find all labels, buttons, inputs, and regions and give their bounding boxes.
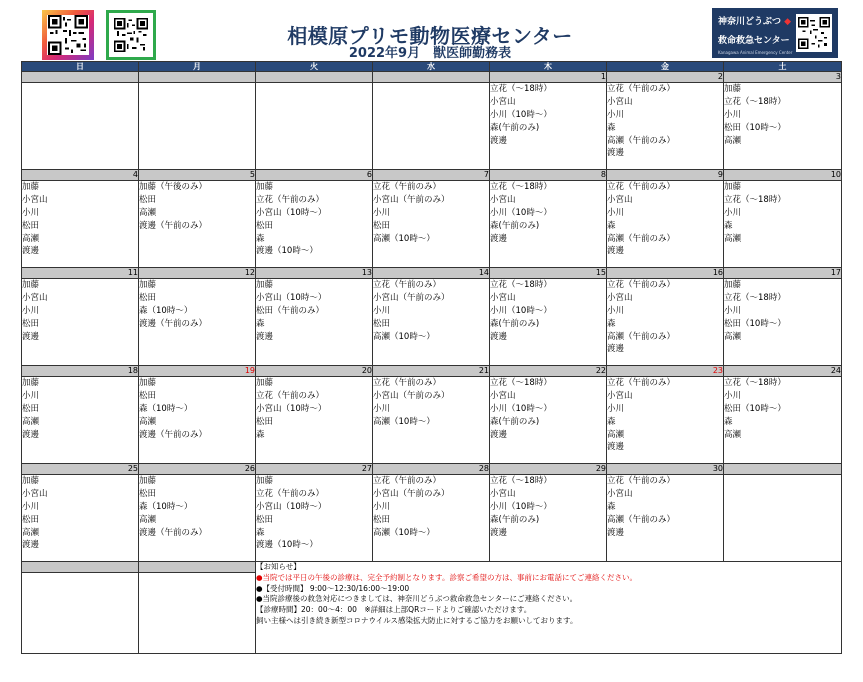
staff-entry: 加藤 bbox=[22, 182, 40, 192]
staff-row bbox=[22, 181, 842, 268]
staff-entry: 渡邊 bbox=[490, 331, 508, 342]
staff-entry: 小川 bbox=[724, 207, 742, 218]
staff-entry: 松田 bbox=[22, 514, 40, 525]
date-number-saturday: 3 bbox=[724, 72, 842, 83]
staff-entry: 加藤 bbox=[256, 182, 274, 192]
staff-entry: 高瀬 bbox=[22, 527, 40, 538]
staff-entry: 小宮山（10時～） bbox=[256, 403, 327, 414]
staff-entry: 小宮山（10時～） bbox=[256, 292, 327, 303]
date-number-tuesday: 6 bbox=[256, 170, 373, 181]
notice-header-row bbox=[22, 562, 842, 573]
date-number-sunday: 11 bbox=[22, 268, 139, 279]
day-cell bbox=[256, 475, 373, 562]
notice-box bbox=[256, 562, 842, 654]
date-number-friday: 9 bbox=[607, 170, 724, 181]
instagram-qr-code[interactable] bbox=[42, 10, 94, 60]
staff-entry: 小宮山 bbox=[22, 292, 48, 303]
day-cell bbox=[22, 377, 139, 464]
day-cell bbox=[490, 377, 607, 464]
staff-row bbox=[22, 475, 842, 562]
staff-entry: 松田（10時～） bbox=[724, 318, 786, 329]
page-subtitle: 2022年9月 獣医師勤務表 bbox=[348, 46, 512, 61]
staff-entry: 立花（午前のみ） bbox=[256, 390, 325, 401]
notice-spacer bbox=[22, 562, 139, 573]
date-number-thursday: 15 bbox=[490, 268, 607, 279]
staff-entry: 立花（～18時） bbox=[724, 378, 786, 388]
staff-entry: 森（10時～） bbox=[139, 305, 193, 316]
date-number-tuesday bbox=[256, 72, 373, 83]
day-cell bbox=[724, 475, 842, 562]
day-cell bbox=[373, 279, 490, 366]
date-number-sunday: 25 bbox=[22, 464, 139, 475]
staff-entry: 松田 bbox=[373, 514, 391, 525]
staff-entry: 小川（10時～） bbox=[490, 403, 552, 414]
notice-spacer bbox=[22, 573, 139, 654]
day-cell bbox=[22, 181, 139, 268]
staff-entry: 森 bbox=[607, 318, 616, 329]
staff-entry: 立花（～18時） bbox=[490, 182, 552, 192]
staff-entry: 小川 bbox=[22, 390, 40, 401]
day-cell bbox=[607, 181, 724, 268]
staff-entry: 立花（午前のみ） bbox=[607, 280, 676, 290]
date-number-row bbox=[22, 170, 842, 181]
staff-entry: 森 bbox=[724, 416, 733, 427]
staff-entry: 森(午前のみ) bbox=[490, 122, 540, 133]
staff-entry: 松田 bbox=[22, 220, 40, 231]
day-cell bbox=[373, 475, 490, 562]
date-number-sunday: 18 bbox=[22, 366, 139, 377]
date-number-tuesday: 27 bbox=[256, 464, 373, 475]
staff-entry: 高瀬 bbox=[724, 429, 742, 440]
staff-row bbox=[22, 279, 842, 366]
staff-row bbox=[22, 83, 842, 170]
staff-entry: 立花（～18時） bbox=[490, 280, 552, 290]
weekday-wednesday: 水 bbox=[373, 62, 490, 72]
date-number-thursday: 29 bbox=[490, 464, 607, 475]
staff-entry: 松田 bbox=[139, 194, 157, 205]
day-cell bbox=[373, 83, 490, 170]
staff-entry: 高瀬 bbox=[22, 233, 40, 244]
notice-reservation-line: ●当院では平日の午後の診療は、完全予約制となります。診察ご希望の方は、事前にお電話にてご連絡ください。 bbox=[256, 572, 637, 582]
staff-entry: 渡邊（10時～） bbox=[256, 540, 318, 551]
staff-entry: 松田 bbox=[22, 318, 40, 329]
staff-entry: 立花（～18時） bbox=[724, 292, 786, 303]
day-cell bbox=[607, 279, 724, 366]
weekday-header-row bbox=[22, 62, 842, 72]
staff-entry: 渡邊 bbox=[22, 429, 40, 440]
date-number-wednesday bbox=[373, 72, 490, 83]
date-number-friday: 16 bbox=[607, 268, 724, 279]
staff-entry: 渡邊 bbox=[607, 148, 625, 159]
staff-entry: 立花（午前のみ） bbox=[607, 378, 676, 388]
staff-entry: 立花（午前のみ） bbox=[607, 476, 676, 486]
staff-entry: 高瀬（午前のみ） bbox=[607, 514, 676, 525]
staff-entry: 森 bbox=[607, 501, 616, 512]
staff-entry: 小宮山（10時～） bbox=[256, 207, 327, 218]
date-number-thursday: 22 bbox=[490, 366, 607, 377]
staff-entry: 小宮山 bbox=[490, 194, 516, 205]
qr-code-icon bbox=[47, 15, 89, 55]
day-cell bbox=[724, 279, 842, 366]
line-qr-code[interactable] bbox=[106, 10, 156, 60]
staff-entry: 森（10時～） bbox=[139, 501, 193, 512]
staff-entry: 高瀬 bbox=[139, 416, 157, 427]
staff-entry: 小川 bbox=[373, 207, 391, 218]
weekday-monday: 月 bbox=[139, 62, 256, 72]
day-cell bbox=[139, 377, 256, 464]
day-cell bbox=[490, 475, 607, 562]
staff-entry: 加藤 bbox=[256, 378, 274, 388]
staff-entry: 松田（10時～） bbox=[724, 122, 786, 133]
staff-entry: 小宮山 bbox=[607, 488, 633, 499]
date-number-friday: 23 bbox=[607, 366, 724, 377]
staff-entry: 高瀬 bbox=[139, 207, 157, 218]
weekday-sunday: 日 bbox=[22, 62, 139, 72]
staff-entry: 松田 bbox=[256, 514, 274, 525]
staff-entry: 高瀬（10時～） bbox=[373, 233, 435, 244]
staff-entry: 小宮山 bbox=[22, 488, 48, 499]
staff-entry: 小川 bbox=[22, 305, 40, 316]
notice-line: 飼い主様へは引き続き新型コロナウイルス感染拡大防止に対するご協力をお願いしております。 bbox=[256, 615, 578, 625]
day-cell bbox=[607, 377, 724, 464]
date-number-friday: 30 bbox=[607, 464, 724, 475]
staff-entry: 渡邊 bbox=[22, 540, 40, 551]
staff-entry: 渡邊（午前のみ） bbox=[139, 318, 208, 329]
staff-entry: 小宮山 bbox=[490, 488, 516, 499]
staff-entry: 小川 bbox=[607, 403, 625, 414]
staff-entry: 小川（10時～） bbox=[490, 305, 552, 316]
date-number-tuesday: 20 bbox=[256, 366, 373, 377]
staff-entry: 加藤 bbox=[724, 280, 742, 290]
staff-entry: 小川 bbox=[724, 109, 742, 120]
staff-entry: 小川 bbox=[607, 109, 625, 120]
staff-entry: 森 bbox=[607, 220, 616, 231]
date-number-wednesday: 28 bbox=[373, 464, 490, 475]
staff-entry: 松田 bbox=[256, 416, 274, 427]
staff-entry: 加藤 bbox=[22, 280, 40, 290]
staff-entry: 高瀬（10時～） bbox=[373, 331, 435, 342]
staff-entry: 小宮山 bbox=[607, 96, 633, 107]
qr-code-icon bbox=[114, 18, 148, 52]
staff-entry: 高瀬（10時～） bbox=[373, 416, 435, 427]
staff-entry: 加藤 bbox=[724, 84, 742, 94]
staff-entry: 小川 bbox=[724, 305, 742, 316]
heart-icon: ◆ bbox=[784, 17, 792, 27]
day-cell bbox=[139, 279, 256, 366]
day-cell bbox=[724, 181, 842, 268]
date-number-saturday: 24 bbox=[724, 366, 842, 377]
notice-line: 【診療時間】20：00～4：00 ※詳細は上部QRコードよりご確認いただけます。 bbox=[256, 605, 532, 615]
staff-entry: 立花（午前のみ） bbox=[256, 488, 325, 499]
weekday-thursday: 木 bbox=[490, 62, 607, 72]
staff-entry: 立花（午前のみ） bbox=[607, 84, 676, 94]
staff-entry: 小宮山 bbox=[490, 292, 516, 303]
staff-entry: 渡邊 bbox=[490, 527, 508, 538]
staff-entry: 渡邊 bbox=[256, 331, 274, 342]
schedule-table bbox=[21, 61, 842, 654]
staff-entry: 小川（10時～） bbox=[490, 207, 552, 218]
date-number-saturday: 10 bbox=[724, 170, 842, 181]
staff-entry: 小川 bbox=[607, 305, 625, 316]
logo-line3: Kanagawa Animal Emergency Center bbox=[718, 50, 793, 55]
staff-entry: 森 bbox=[256, 429, 265, 440]
staff-entry: 松田 bbox=[22, 403, 40, 414]
staff-entry: 高瀬 bbox=[724, 233, 742, 244]
date-number-tuesday: 13 bbox=[256, 268, 373, 279]
staff-entry: 小川（10時～） bbox=[490, 109, 552, 120]
weekday-saturday: 土 bbox=[724, 62, 842, 72]
staff-entry: 高瀬（午前のみ） bbox=[607, 233, 676, 244]
date-number-monday bbox=[139, 72, 256, 83]
staff-entry: 高瀬 bbox=[607, 429, 625, 440]
staff-entry: 松田 bbox=[256, 220, 274, 231]
staff-entry: 小宮山 bbox=[490, 96, 516, 107]
staff-entry: 加藤 bbox=[256, 280, 274, 290]
notice-line: ●当院診療後の救急対応につきましては、神奈川どうぶつ救命救急センターにご連絡ください。 bbox=[256, 594, 578, 604]
staff-entry: 小川 bbox=[607, 207, 625, 218]
staff-entry: 渡邊（午前のみ） bbox=[139, 527, 208, 538]
staff-entry: 立花（午前のみ） bbox=[373, 182, 442, 192]
staff-entry: 松田（午前のみ） bbox=[256, 305, 325, 316]
staff-entry: 森(午前のみ) bbox=[490, 318, 540, 329]
staff-entry: 小川 bbox=[724, 390, 742, 401]
weekday-tuesday: 火 bbox=[256, 62, 373, 72]
date-number-row bbox=[22, 464, 842, 475]
notice-line: ●【受付時間】 9:00～12:30/16:00～19:00 bbox=[256, 583, 410, 593]
staff-entry: 松田 bbox=[139, 292, 157, 303]
staff-entry: 立花（～18時） bbox=[724, 96, 786, 107]
staff-entry: 渡邊 bbox=[22, 246, 40, 257]
date-number-wednesday: 14 bbox=[373, 268, 490, 279]
date-number-friday: 2 bbox=[607, 72, 724, 83]
day-cell bbox=[256, 83, 373, 170]
day-cell bbox=[139, 475, 256, 562]
notice-spacer bbox=[139, 573, 256, 654]
notice-spacer bbox=[139, 562, 256, 573]
staff-entry: 小宮山 bbox=[22, 194, 48, 205]
staff-entry: 森（10時～） bbox=[139, 403, 193, 414]
date-number-saturday: 17 bbox=[724, 268, 842, 279]
staff-entry: 松田 bbox=[139, 488, 157, 499]
staff-entry: 小宮山 bbox=[607, 390, 633, 401]
staff-entry: 小宮山（午前のみ） bbox=[373, 390, 450, 401]
day-cell bbox=[373, 377, 490, 464]
staff-entry: 渡邊 bbox=[607, 246, 625, 257]
staff-entry: 加藤 bbox=[22, 476, 40, 486]
day-cell bbox=[22, 279, 139, 366]
staff-entry: 高瀬 bbox=[724, 331, 742, 342]
staff-entry: 渡邊 bbox=[607, 442, 625, 453]
day-cell bbox=[724, 83, 842, 170]
staff-entry: 森 bbox=[607, 416, 616, 427]
date-number-thursday: 8 bbox=[490, 170, 607, 181]
staff-entry: 加藤 bbox=[22, 378, 40, 388]
staff-entry: 高瀬 bbox=[22, 416, 40, 427]
staff-row bbox=[22, 377, 842, 464]
date-number-sunday: 4 bbox=[22, 170, 139, 181]
staff-entry: 松田（10時～） bbox=[724, 403, 786, 414]
day-cell bbox=[490, 181, 607, 268]
staff-entry: 渡邊（午前のみ） bbox=[139, 220, 208, 231]
emergency-center-logo[interactable] bbox=[712, 8, 838, 58]
staff-entry: 加藤 bbox=[139, 476, 157, 486]
staff-entry: 立花（午前のみ） bbox=[607, 182, 676, 192]
day-cell bbox=[256, 377, 373, 464]
day-cell bbox=[373, 181, 490, 268]
staff-entry: 森 bbox=[256, 233, 265, 244]
staff-entry: 渡邊 bbox=[607, 527, 625, 538]
staff-entry: 渡邊 bbox=[22, 331, 40, 342]
staff-entry: 小宮山（午前のみ） bbox=[373, 292, 450, 303]
staff-entry: 立花（午前のみ） bbox=[256, 194, 325, 205]
day-cell bbox=[724, 377, 842, 464]
staff-entry: 渡邊 bbox=[490, 135, 508, 146]
date-number-row bbox=[22, 268, 842, 279]
staff-entry: 加藤 bbox=[139, 280, 157, 290]
staff-entry: 加藤 bbox=[139, 378, 157, 388]
date-number-monday: 5 bbox=[139, 170, 256, 181]
staff-entry: 松田 bbox=[373, 318, 391, 329]
day-cell bbox=[256, 181, 373, 268]
staff-entry: 立花（午前のみ） bbox=[373, 378, 442, 388]
staff-entry: 森 bbox=[607, 122, 616, 133]
staff-entry: 高瀬（午前のみ） bbox=[607, 135, 676, 146]
staff-entry: 小宮山 bbox=[607, 292, 633, 303]
staff-entry: 立花（～18時） bbox=[724, 194, 786, 205]
staff-entry: 小川 bbox=[373, 403, 391, 414]
date-number-wednesday: 7 bbox=[373, 170, 490, 181]
page-title: 相模原プリモ動物医療センター bbox=[287, 24, 573, 48]
day-cell bbox=[607, 83, 724, 170]
staff-entry: 小川 bbox=[22, 501, 40, 512]
logo-line1: 神奈川どうぶつ bbox=[718, 17, 782, 27]
staff-entry: 渡邊 bbox=[490, 429, 508, 440]
staff-entry: 渡邊 bbox=[607, 344, 625, 355]
staff-entry: 渡邊 bbox=[490, 233, 508, 244]
staff-entry: 小宮山（午前のみ） bbox=[373, 488, 450, 499]
staff-entry: 森 bbox=[256, 527, 265, 538]
staff-entry: 森 bbox=[724, 220, 733, 231]
staff-entry: 加藤（午後のみ） bbox=[139, 182, 208, 192]
day-cell bbox=[256, 279, 373, 366]
day-cell bbox=[139, 83, 256, 170]
date-number-monday: 12 bbox=[139, 268, 256, 279]
logo-line2: 救命救急センター bbox=[718, 36, 790, 46]
day-cell bbox=[22, 475, 139, 562]
staff-entry: 森(午前のみ) bbox=[490, 416, 540, 427]
staff-entry: 加藤 bbox=[724, 182, 742, 192]
staff-entry: 小宮山（10時～） bbox=[256, 501, 327, 512]
staff-entry: 森(午前のみ) bbox=[490, 220, 540, 231]
date-number-wednesday: 21 bbox=[373, 366, 490, 377]
staff-entry: 小宮山 bbox=[607, 194, 633, 205]
staff-entry: 高瀬 bbox=[724, 135, 742, 146]
day-cell bbox=[139, 181, 256, 268]
staff-entry: 小川 bbox=[22, 207, 40, 218]
staff-entry: 松田 bbox=[139, 390, 157, 401]
day-cell bbox=[22, 83, 139, 170]
staff-entry: 小川 bbox=[373, 305, 391, 316]
staff-entry: 森 bbox=[256, 318, 265, 329]
day-cell bbox=[490, 83, 607, 170]
staff-entry: 渡邊（10時～） bbox=[256, 246, 318, 257]
day-cell bbox=[490, 279, 607, 366]
date-number-saturday bbox=[724, 464, 842, 475]
staff-entry: 立花（午前のみ） bbox=[373, 476, 442, 486]
staff-entry: 高瀬（午前のみ） bbox=[607, 331, 676, 342]
date-number-monday: 26 bbox=[139, 464, 256, 475]
date-number-sunday bbox=[22, 72, 139, 83]
staff-entry: 高瀬 bbox=[139, 514, 157, 525]
staff-entry: 立花（午前のみ） bbox=[373, 280, 442, 290]
staff-entry: 森(午前のみ) bbox=[490, 514, 540, 525]
staff-entry: 立花（～18時） bbox=[490, 378, 552, 388]
date-number-monday: 19 bbox=[139, 366, 256, 377]
staff-entry: 小宮山 bbox=[490, 390, 516, 401]
date-number-row bbox=[22, 366, 842, 377]
staff-entry: 立花（～18時） bbox=[490, 476, 552, 486]
staff-entry: 小川（10時～） bbox=[490, 501, 552, 512]
staff-entry: 小宮山（午前のみ） bbox=[373, 194, 450, 205]
date-number-thursday: 1 bbox=[490, 72, 607, 83]
notice-heading: 【お知らせ】 bbox=[256, 562, 301, 571]
weekday-friday: 金 bbox=[607, 62, 724, 72]
emergency-center-qr-icon[interactable] bbox=[796, 14, 832, 52]
day-cell bbox=[607, 475, 724, 562]
staff-entry: 立花（～18時） bbox=[490, 84, 552, 94]
date-number-row bbox=[22, 72, 842, 83]
staff-entry: 松田 bbox=[373, 220, 391, 231]
staff-entry: 渡邊（午前のみ） bbox=[139, 429, 208, 440]
staff-entry: 加藤 bbox=[256, 476, 274, 486]
staff-entry: 小川 bbox=[373, 501, 391, 512]
staff-entry: 高瀬（10時～） bbox=[373, 527, 435, 538]
